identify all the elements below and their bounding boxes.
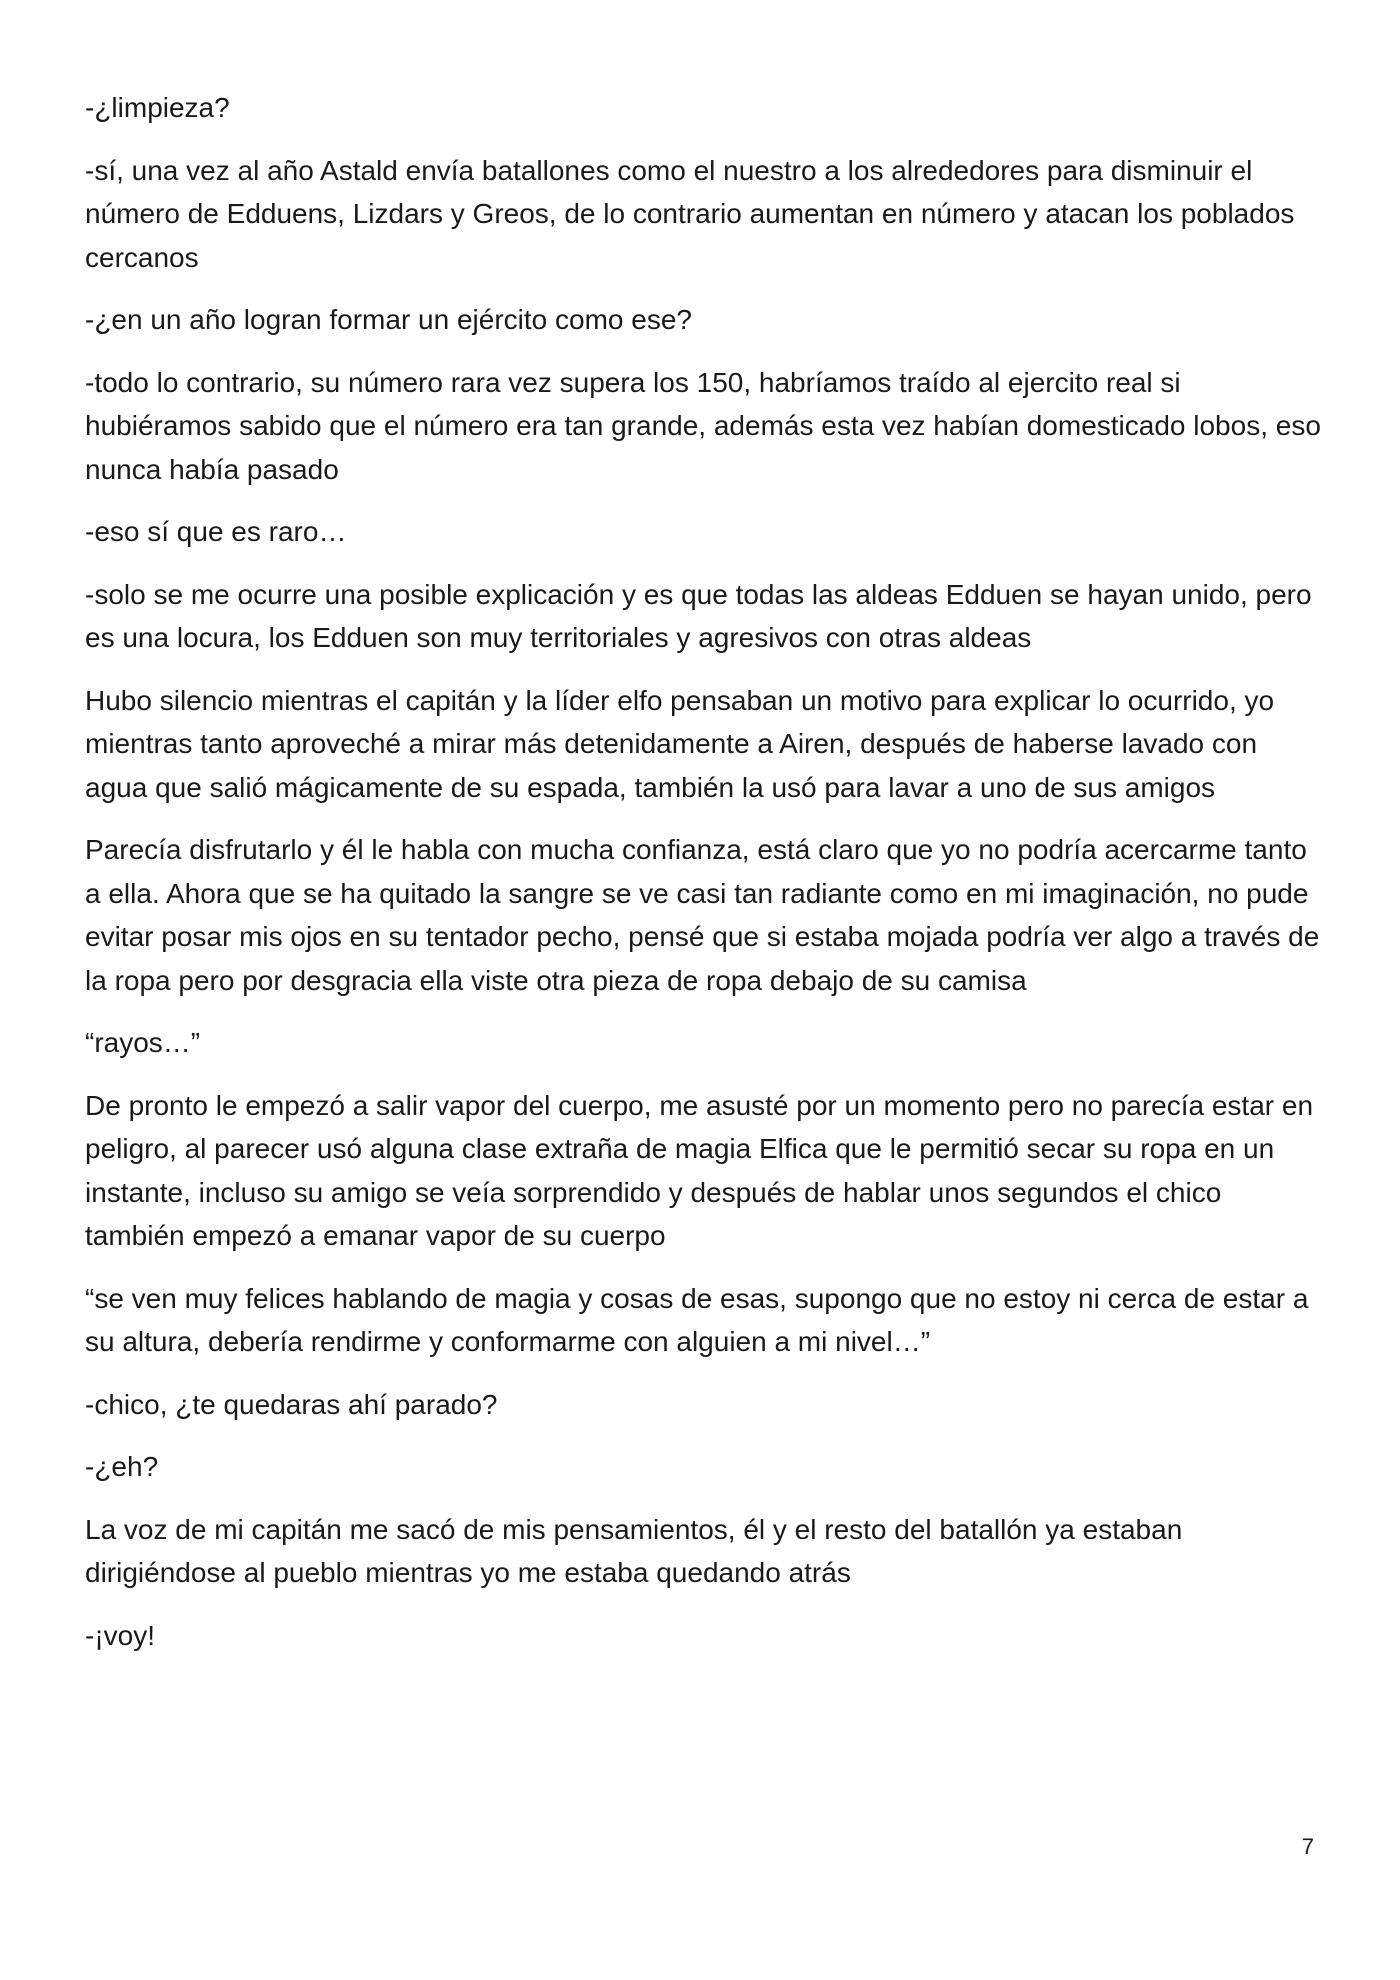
paragraph: Parecía disfrutarlo y él le habla con mucha confianza, está claro que yo no podría acercarme tanto a ella. Ahora que se ha quitado la sangre se ve casi tan radiante como en mi imaginación, no pude evitar posar mis ojos en su tentador pecho, pensé que si estaba mojada podría ver algo a través de la ropa pero por desgracia ella viste otra pieza de ropa debajo de su camisa — [85, 834, 1320, 996]
paragraph: “rayos…” — [85, 1027, 201, 1058]
paragraph: -¿eh? — [85, 1451, 159, 1482]
paragraph: -sí, una vez al año Astald envía batallones como el nuestro a los alrededores para disminuir el número de Edduens, Lizdars y Greos, de lo contrario aumentan en número y atacan los poblados cercanos — [85, 154, 1295, 273]
paragraph: -todo lo contrario, su número rara vez supera los 150, habríamos traído al ejercito real si hubiéramos sabido que el número era tan grande, además esta vez habían domesticado lobos, eso nunca había pasado — [85, 366, 1321, 485]
paragraph: -eso sí que es raro… — [85, 516, 347, 547]
paragraph: -solo se me ocurre una posible explicación y es que todas las aldeas Edduen se hayan unido, pero es una locura, los Edduen son muy territoriales y agresivos con otras aldeas — [85, 578, 1312, 653]
paragraph: -¿en un año logran formar un ejército como ese? — [85, 304, 692, 335]
paragraph: -¡voy! — [85, 1619, 155, 1651]
paragraph: “se ven muy felices hablando de magia y cosas de esas, supongo que no estoy ni cerca de estar a su altura, debería rendirme y conformarme con alguien a mi nivel…” — [85, 1282, 1309, 1357]
paragraph: -¿limpieza? — [85, 92, 230, 123]
paragraph: La voz de mi capitán me sacó de mis pensamientos, él y el resto del batallón ya estaban dirigiéndose al pueblo mientras yo me estaba quedando atrás — [85, 1513, 1183, 1588]
paragraph: -chico, ¿te quedaras ahí parado? — [85, 1388, 498, 1420]
paragraph: Hubo silencio mientras el capitán y la líder elfo pensaban un motivo para explicar lo ocurrido, yo mientras tanto aproveché a mirar más detenidamente a Airen, después de haberse lavado con agua que salió mágicamente de su espada, también la usó para lavar a uno de sus amigos — [85, 684, 1275, 803]
paragraph: De pronto le empezó a salir vapor del cuerpo, me asusté por un momento pero no parecía estar en peligro, al parecer usó alguna clase extraña de magia Elfica que le permitió secar su ropa en un instante, incluso su amigo se veía sorprendido y después de hablar unos segundos el chico también empezó a emanar vapor de su cuerpo — [85, 1089, 1314, 1251]
page-number: 7 — [1301, 1834, 1314, 1859]
document-body — [85, 86, 1325, 1676]
